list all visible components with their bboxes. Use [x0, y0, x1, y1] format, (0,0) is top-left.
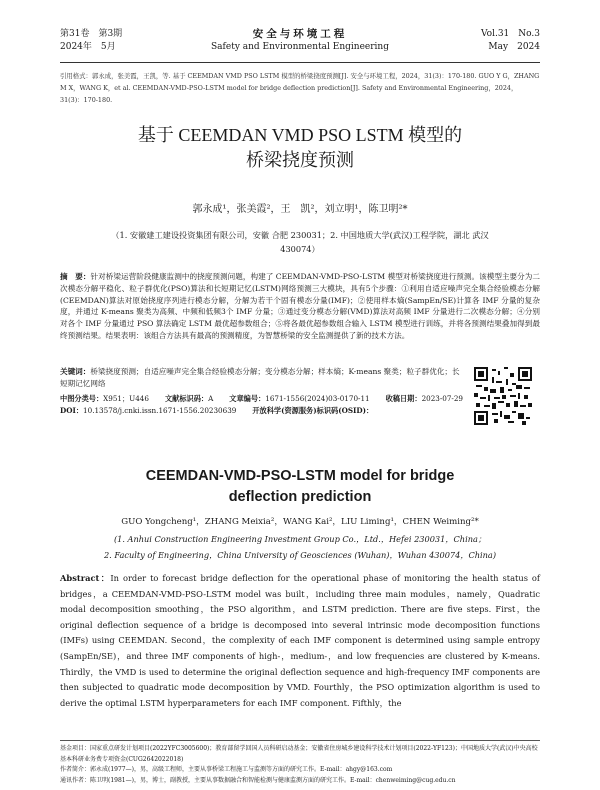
- footnote-fund: 基金项目：国家重点研发计划项目(2022YFC3005600)；教育部留学回国人员科研启动基金；安徽省住房城乡建设科学技术计划项目(2022-YF123)；中国地质大学(武汉)中央高校基本科研业务费专项资金(CUG2642022018): [60, 745, 538, 763]
- title-cn-line2: 桥梁挠度预测: [246, 150, 354, 170]
- running-header: [60, 28, 540, 63]
- article-number-label: 文章编号：: [229, 394, 266, 403]
- footnote-corresponding-author: 通讯作者：陈卫明(1981—)，男，博士，副教授，主要从事数据融合和智能检测与健康监测方面的研究工作。E-mail：chenweiming@cug.edu.cn: [60, 776, 456, 784]
- keywords-label: 关键词：: [60, 367, 91, 376]
- citation-format: 引用格式：郭永成，张美霞，王凯，等. 基于 CEEMDAN VMD PSO LSTM 模型的桥梁挠度预测[J]. 安全与环境工程，2024，31(3)：170-180. GUO Y G，ZHANG M X，WANG K，et al. CEEMDAN-VMD-PSO-LSTM model for bridge deflection prediction[J]. Safety and Environmental Engineering，2024，31(3)：170-180.: [60, 72, 540, 104]
- footnote-first-author: 作者简介：郭永成(1977—)，男，高级工程师，主要从事桥梁工程施工与监测等方面的研究工作。E-mail：ahgy@163.com: [60, 766, 393, 773]
- footnotes: [60, 740, 540, 786]
- doc-code-value: A: [208, 394, 214, 403]
- affiliations-en: [60, 531, 540, 563]
- abstract-cn-label: 摘 要：: [60, 272, 91, 281]
- title-en-line2: deflection prediction: [228, 489, 372, 505]
- qr-code-icon[interactable]: [474, 367, 532, 425]
- header-date-en: May 2024: [488, 42, 540, 52]
- article-number-value: 1671-1556(2024)03-0170-11: [265, 394, 370, 403]
- journal-name-cn: 安全与环境工程: [252, 28, 348, 40]
- title-cn-line1: 基于 CEEMDAN VMD PSO LSTM 模型的: [137, 125, 463, 145]
- header-volume-cn: 第31卷 第3期: [60, 29, 123, 39]
- header-date-cn: 2024年 5月: [60, 42, 116, 52]
- abstract-en: [60, 571, 540, 711]
- received-date-label: 收稿日期：: [385, 394, 422, 403]
- abstract-en-text: In order to forecast bridge deflection for the operational phase of monitoring the health status of bridges，a CEEMDAN-VMD-PSO-LSTM model was built，including three main modules，namely，Quadratic modal decomposition smoothing，the PSO algorithm，and LSTM prediction. There are five steps. First，the original deflection sequence of a bridge is decomposed into several intrinsic mode decomposition functions (IMFs) using CEEMDAN. Second，the complexity of each IMF component is determined using sample entropy (SampEn/SE)，and three IMF components of high-，medium-，and low frequencies are clustered by K-means. Thirdly，the VMD is used to determine the original deflection sequence and high-frequency IMF components are then subjected to quadratic mode decomposition by VMD. Fourthly，the PSO optimization algorithm is used to derive the optimal LSTM hyperparameters for each IMF component. Fifthly，the: [60, 573, 540, 708]
- doc-code-label: 文献标识码：: [164, 394, 209, 403]
- doi-value[interactable]: 10.13578/j.cnki.issn.1671-1556.20230639: [83, 405, 237, 415]
- clc-value: X951；U446: [103, 394, 149, 403]
- article-metadata: [60, 393, 470, 416]
- doi-label: DOI：: [60, 405, 84, 415]
- title-en-line1: CEEMDAN-VMD-PSO-LSTM model for bridge: [145, 468, 455, 484]
- authors-en: GUO Yongcheng¹，ZHANG Meixia²，WANG Kai²，LIU Liming¹，CHEN Weiming²*: [121, 517, 479, 527]
- abstract-cn-text: 针对桥梁运营阶段健康监测中的挠度预测问题，构建了 CEEMDAN-VMD-PSO-LSTM 模型对桥梁挠度进行预测。该模型主要分为二次模态分解平稳化、粒子群优化(PSO)算法和长短期记忆(LSTM)网络预测三大模块，具有5个步骤：①利用自适应噪声完全集合经验模态分解(CEEMDAN)算法对原始挠度序列进行模态分解，分解为若干个固有模态分量(IMF)；②使用样本熵(SampEn/SE)计算各 IMF 分量的复杂度，并通过 K-means 聚类为高频、中频和低频3个 IMF 分量；③通过变分模态分解(VMD)算法对高频 IMF 分量进行二次模态分解；④分别对各个 IMF 分量通过 PSO 算法确定 LSTM 最优超参数组合；⑤将各最优超参数组合输入 LSTM 模型进行训练，并将各预测结果叠加得到最终预测结果。结果表明：该组合方法具有最高的预测精度，为智慧桥梁的安全监测提供了新的技术方法。: [60, 272, 541, 340]
- header-volume-en: Vol.31 No.3: [480, 29, 540, 39]
- clc-label: 中图分类号：: [60, 394, 104, 403]
- header-center: [60, 28, 540, 54]
- affiliation-en-2: 2. Faculty of Engineering，China University of Geosciences (Wuhan)，Wuhan 430074，China): [103, 550, 497, 560]
- affiliations-cn: （1. 安徽建工建设投资集团有限公司，安徽 合肥 230031；2. 中国地质大学(武汉)工程学院，湖北 武汉 430074）: [111, 230, 489, 254]
- keywords-text: 桥梁挠度预测；自适应噪声完全集合经验模态分解；变分模态分解；样本熵；K-means 聚类；粒子群优化；长短期记忆网络: [60, 367, 460, 388]
- keywords-cn: [60, 366, 460, 390]
- journal-name-en: Safety and Environmental Engineering: [211, 42, 389, 52]
- title-cn: [0, 123, 600, 173]
- abstract-en-label: Abstract：: [60, 573, 111, 583]
- affiliation-en-1: (1. Anhui Construction Engineering Investment Group Co.，Ltd.，Hefei 230031，China；: [113, 534, 487, 544]
- abstract-cn: [60, 271, 540, 342]
- received-date-value: 2023-07-29: [421, 394, 464, 403]
- osid-label: 开放科学(资源服务)标识码(OSID)：: [252, 405, 374, 415]
- title-en: [0, 466, 600, 508]
- authors-cn: 郭永成¹，张美霞²，王 凯²，刘立明¹，陈卫明²*: [192, 204, 408, 215]
- header-right: [481, 28, 540, 54]
